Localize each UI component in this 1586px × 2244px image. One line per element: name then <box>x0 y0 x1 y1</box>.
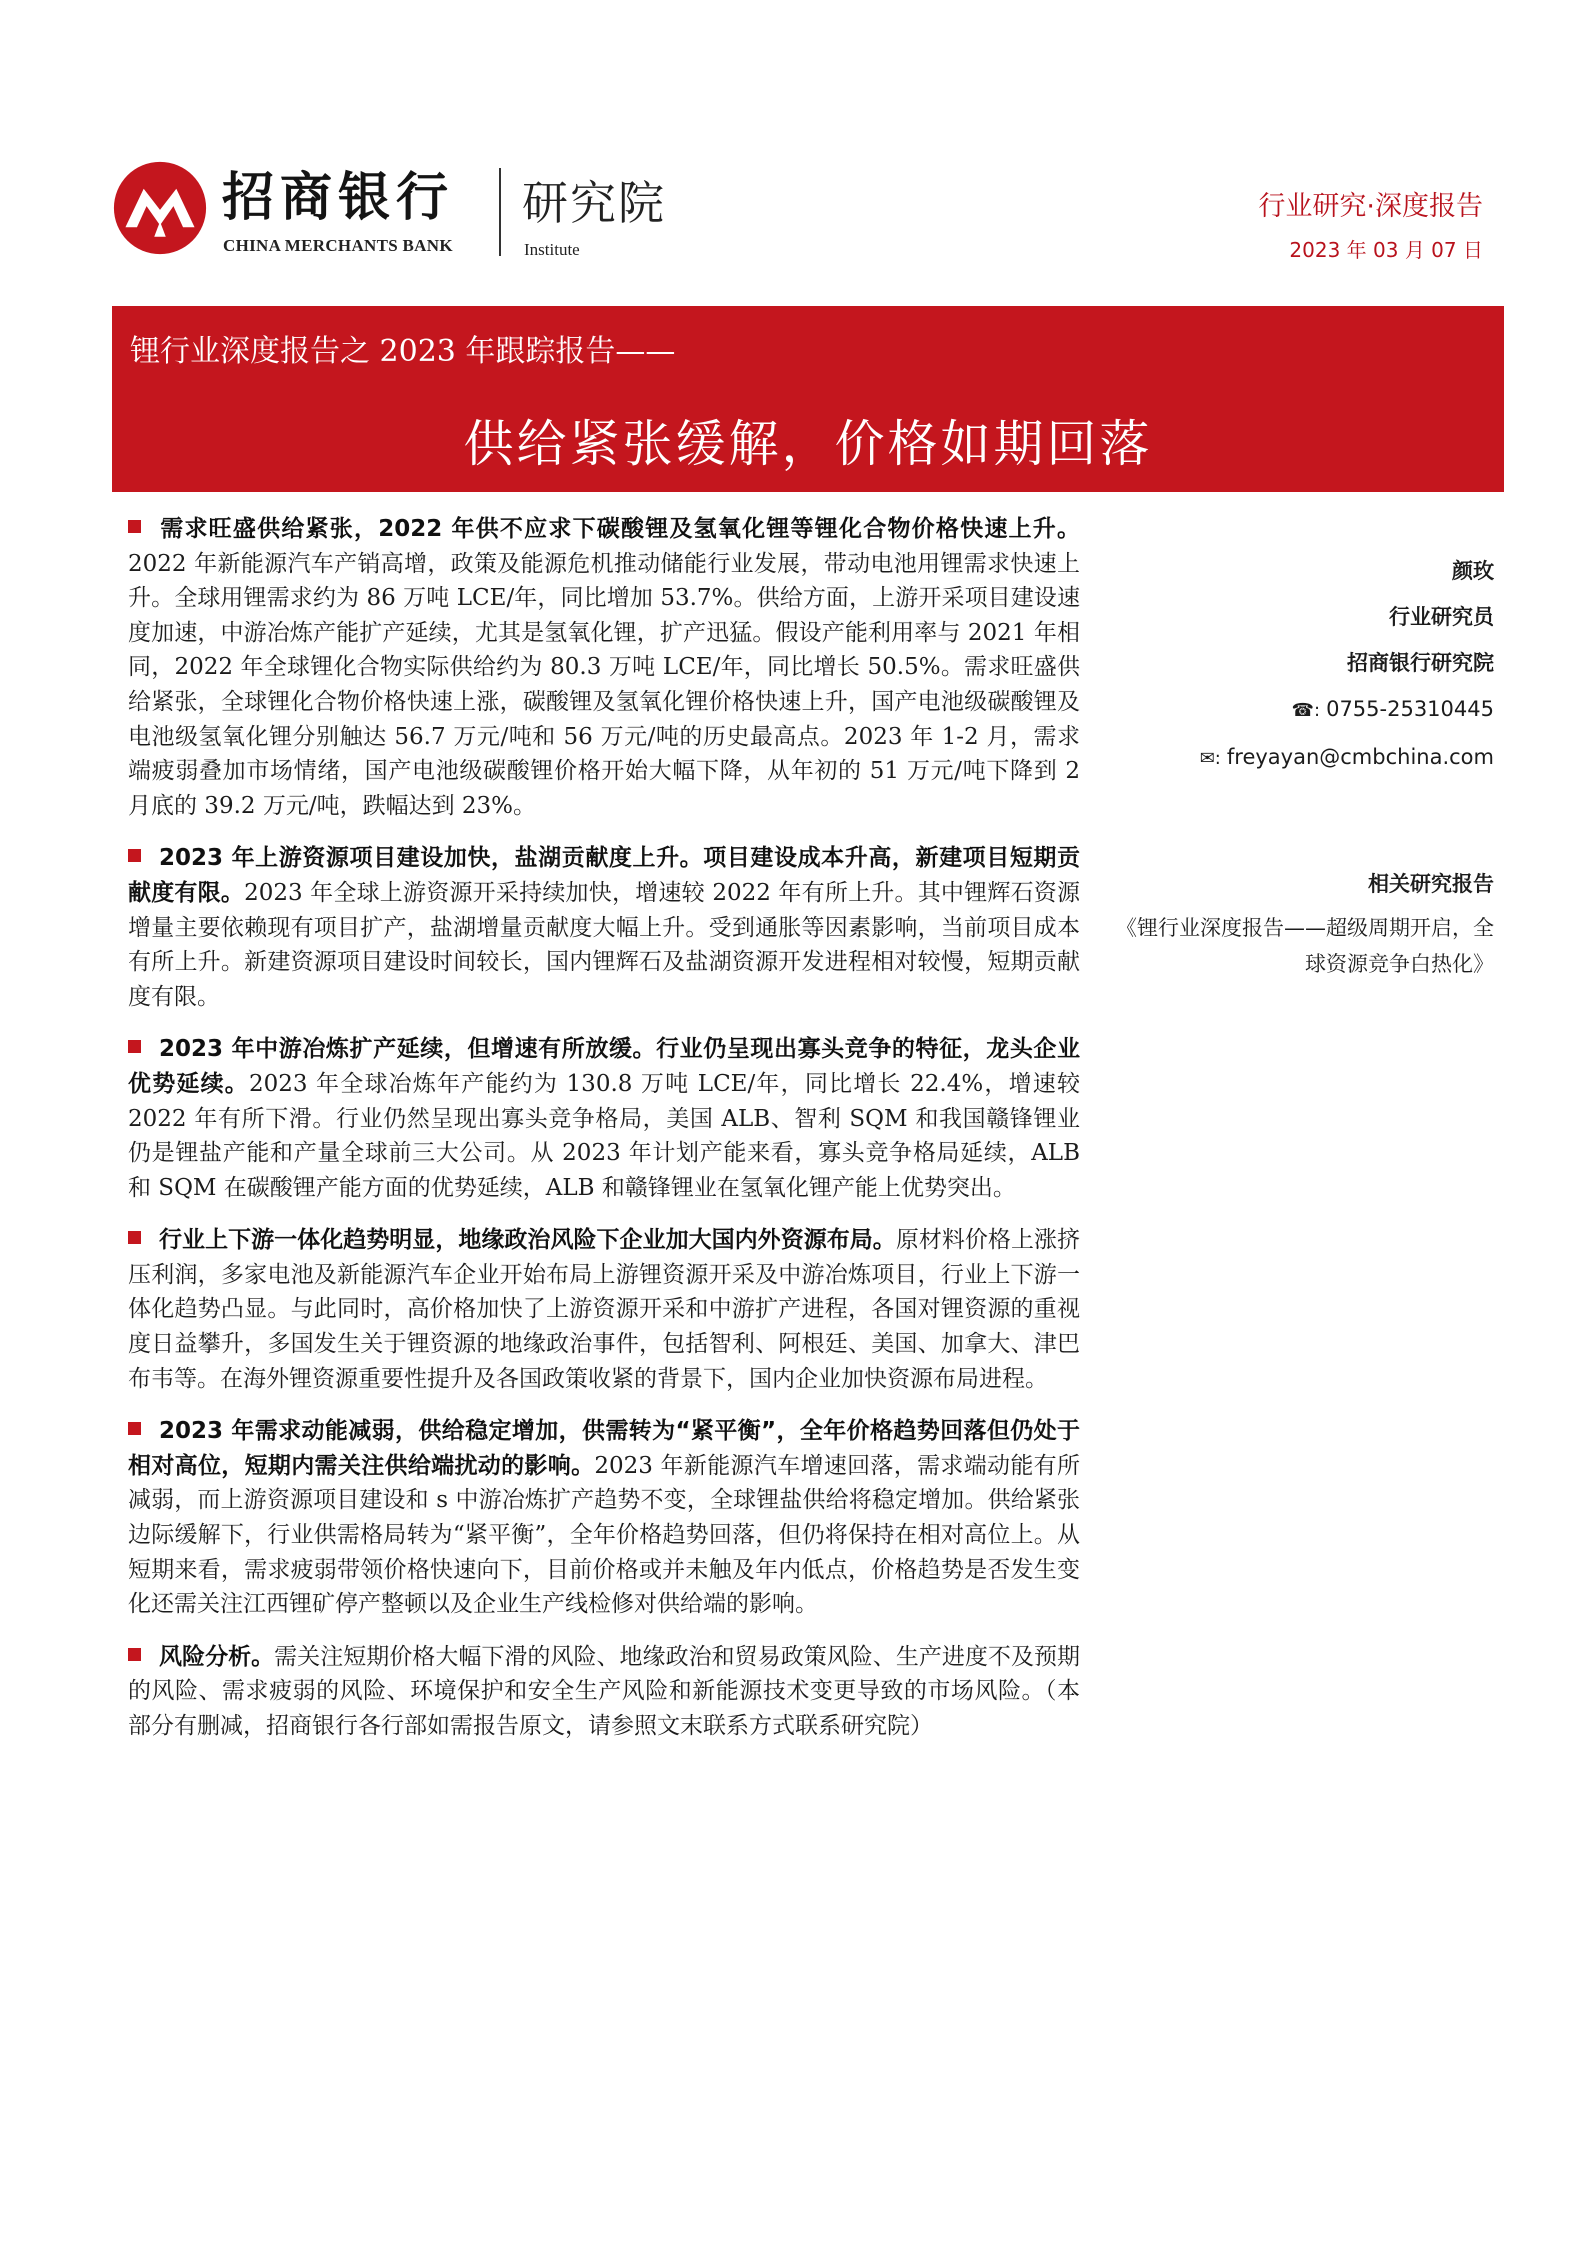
summary-paragraph <box>128 1640 1080 1744</box>
related-reports-heading: 相关研究报告 <box>1368 872 1494 896</box>
summary-paragraph <box>128 1032 1080 1205</box>
analyst-title: 行业研究员 <box>1389 605 1494 629</box>
paragraph-body: 2022 年新能源汽车产销高增，政策及能源危机推动储能行业发展，带动电池用锂需求快速上升。全球用锂需求约为 86 万吨 LCE/年，同比增加 53.7%。供给方面，上游开采项目建设速度加速，中游冶炼产能扩产延续，尤其是氢氧化锂，扩产迅猛。假设产能利用率与 2021 年相同，2022 年全球锂化合物实际供给约为 80.3 万吨 LCE/年，同比增长 50.5%。需求旺盛供给紧张，全球锂化合物价格快速上涨，碳酸锂及氢氧化锂价格快速上升，国产电池级碳酸锂及电池级氢氧化锂分别触达 56.7 万元/吨和 56 万元/吨的历史最高点。2023 年 1-2 月，需求端疲弱叠加市场情绪，国产电池级碳酸锂价格开始大幅下降，从年初的 51 万元/吨下降到 2 月底的 39.2 万元/吨，跌幅达到 23%。 <box>128 550 1080 819</box>
logo-divider <box>499 168 501 256</box>
mail-icon: ✉: <box>1199 748 1221 769</box>
title-banner <box>112 306 1504 492</box>
paragraph-lead: 2023 年需求动能减弱，供给稳定增加，供需转为“紧平衡”，全年价格趋势回落但仍处于相对高位，短期内需关注供给端扰动的影响。 <box>128 1418 1080 1479</box>
institute-name-en: Institute <box>524 240 580 259</box>
cmb-logo-icon <box>112 160 208 256</box>
summary-paragraph <box>128 1414 1080 1622</box>
related-report-link[interactable]: 《锂行业深度报告——超级周期开启，全球资源竞争白热化》 <box>1116 916 1494 976</box>
paragraph-lead: 需求旺盛供给紧张，2022 年供不应求下碳酸锂及氢氧化锂等锂化合物价格快速上升。 <box>159 516 1080 542</box>
phone-icon: ☎: <box>1291 700 1321 721</box>
analyst-phone <box>1110 686 1494 734</box>
summary-section <box>128 512 1080 1762</box>
paragraph-lead: 2023 年上游资源项目建设加快，盐湖贡献度上升。项目建设成本升高，新建项目短期贡献度有限。 <box>128 845 1080 906</box>
bullet-icon <box>128 849 141 862</box>
paragraph-body: 2023 年全球上游资源开采持续加快，增速较 2022 年有所上升。其中锂辉石资源增量主要依赖现有项目扩产，盐湖增量贡献度大幅上升。受到通胀等因素影响，当前项目成本有所上升。新建资源项目建设时间较长，国内锂辉石及盐湖资源开发进程相对较慢，短期贡献度有限。 <box>128 879 1081 1010</box>
paragraph-lead: 风险分析。 <box>159 1643 275 1670</box>
paragraph-lead: 2023 年中游冶炼扩产延续，但增速有所放缓。行业仍呈现出寡头竞争的特征，龙头企业优势延续。 <box>128 1036 1080 1097</box>
paragraph-lead: 行业上下游一体化趋势明显，地缘政治风险下企业加大国内外资源布局。 <box>159 1227 896 1254</box>
email-address[interactable]: freyayan@cmbchina.com <box>1226 745 1494 769</box>
bullet-icon <box>128 1648 141 1661</box>
summary-paragraph <box>128 841 1080 1014</box>
paragraph-body: 2023 年新能源汽车增速回落，需求端动能有所减弱，而上游资源项目建设和 s 中游冶炼扩产趋势不变，全球锂盐供给将稳定增加。供给紧张边际缓解下，行业供需格局转为“紧平衡”，全年价格趋势回落，但仍将保持在相对高位上。从短期来看，需求疲弱带领价格快速向下，目前价格或并未触及年内低点，价格趋势是否发生变化还需关注江西锂矿停产整顿以及企业生产线检修对供给端的影响。 <box>128 1452 1080 1618</box>
bank-name-en: CHINA MERCHANTS BANK <box>223 236 453 255</box>
paragraph-body: 原材料价格上涨挤压利润，多家电池及新能源汽车企业开始布局上游锂资源开采及中游冶炼项目，行业上下游一体化趋势凸显。与此同时，高价格加快了上游资源开采和中游扩产进程，各国对锂资源的重视度日益攀升，多国发生关于锂资源的地缘政治事件，包括智利、阿根廷、美国、加拿大、津巴布韦等。在海外锂资源重要性提升及各国政策收紧的背景下，国内企业加快资源布局进程。 <box>128 1227 1081 1392</box>
analyst-org: 招商银行研究院 <box>1347 651 1494 675</box>
analyst-email <box>1110 734 1494 782</box>
bullet-icon <box>128 1422 141 1435</box>
bullet-icon <box>128 1040 141 1053</box>
bullet-icon <box>128 520 141 533</box>
paragraph-body: 2023 年全球冶炼年产能约为 130.8 万吨 LCE/年，同比增长 22.4%，增速较 2022 年有所下滑。行业仍然呈现出寡头竞争格局，美国 ALB、智利 SQM 和我国赣锋锂业仍是锂盐产能和产量全球前三大公司。从 2023 年计划产能来看，寡头竞争格局延续，ALB 和 SQM 在碳酸锂产能方面的优势延续，ALB 和赣锋锂业在氢氧化锂产能上优势突出。 <box>128 1070 1080 1201</box>
summary-paragraph <box>128 1223 1080 1396</box>
report-subtitle: 锂行业深度报告之 2023 年跟踪报告—— <box>130 334 676 369</box>
paragraph-body: 需关注短期价格大幅下滑的风险、地缘政治和贸易政策风险、生产进度不及预期的风险、需求疲弱的风险、环境保护和安全生产风险和新能源技术变更导致的市场风险。（本部分有删减，招商银行各行部如需报告原文，请参照文末联系方式联系研究院） <box>128 1643 1081 1739</box>
report-type: 行业研究·深度报告 <box>1258 191 1483 222</box>
bullet-icon <box>128 1231 141 1244</box>
report-title: 供给紧张缓解，价格如期回落 <box>463 415 1153 473</box>
report-date: 2023 年 03 月 07 日 <box>1289 238 1483 262</box>
institute-name-cn: 研究院 <box>522 176 666 230</box>
phone-number: 0755-25310445 <box>1326 697 1494 721</box>
analyst-name: 颜玫 <box>1452 559 1494 583</box>
bank-name-cn: 招商银行 <box>222 168 455 228</box>
analyst-sidebar <box>1110 548 1494 982</box>
summary-paragraph <box>128 512 1080 823</box>
